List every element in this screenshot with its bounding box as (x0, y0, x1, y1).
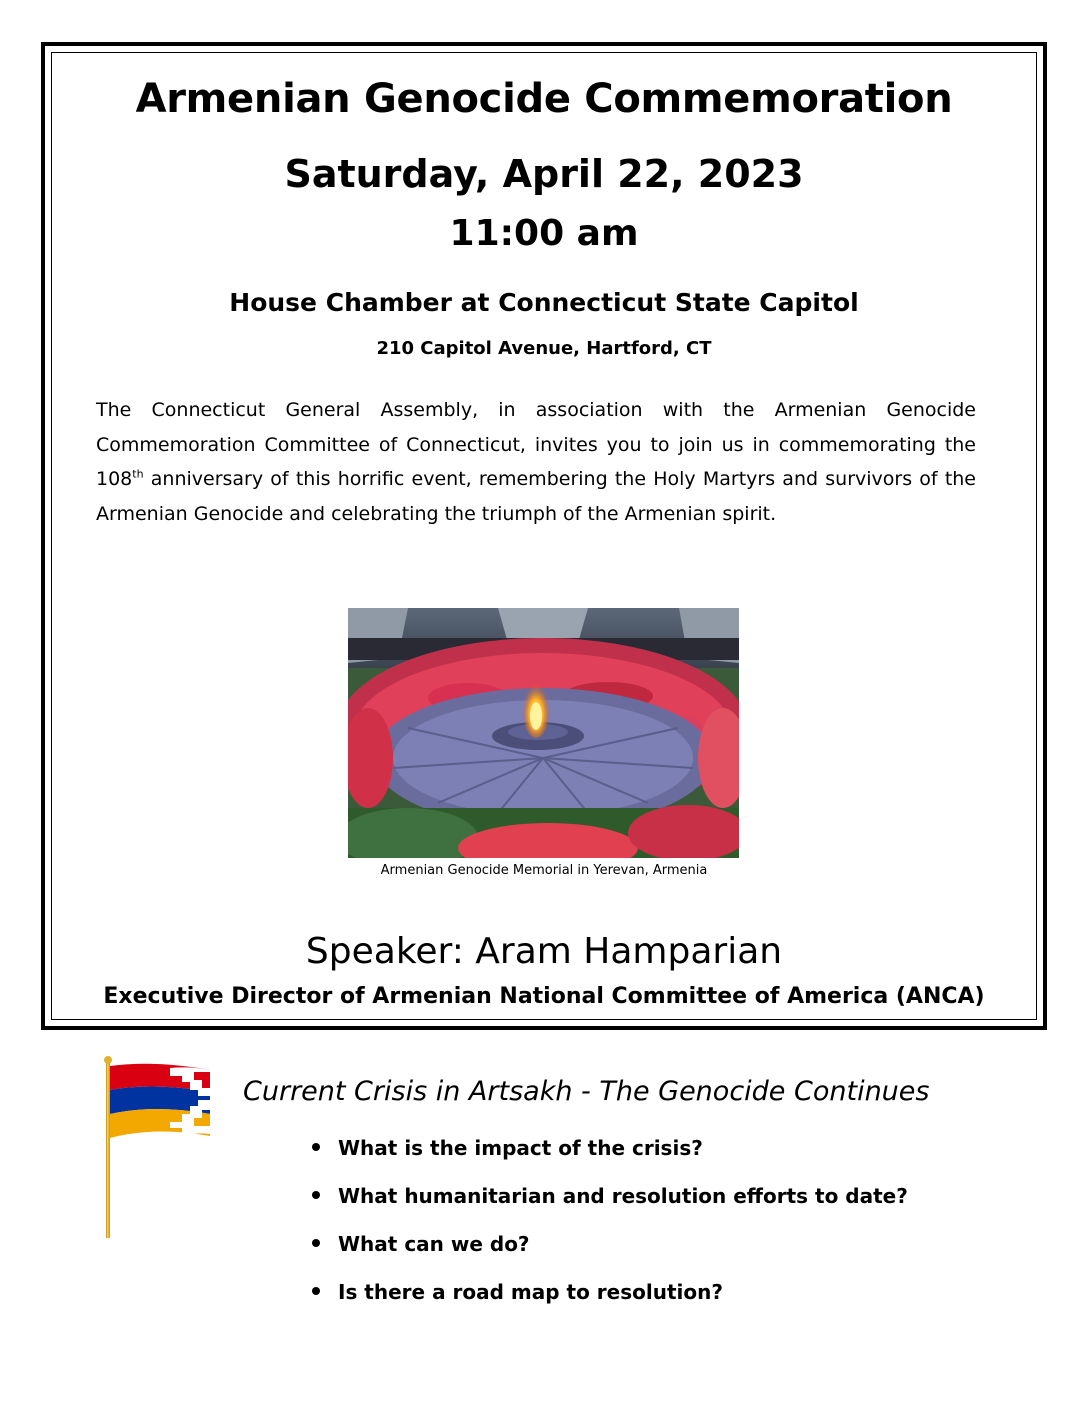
question-text: Is there a road map to resolution? (338, 1280, 723, 1304)
ordinal-suffix: th (132, 467, 144, 481)
question-list (312, 1128, 908, 1320)
list-item (312, 1176, 908, 1224)
crisis-heading: Current Crisis in Artsakh - The Genocide Continues (243, 1076, 930, 1107)
bullet-icon (312, 1143, 320, 1151)
list-item (312, 1128, 908, 1176)
speaker-role: Executive Director of Armenian National Committee of America (ANCA) (103, 984, 985, 1009)
artsakh-flag-icon (100, 1052, 220, 1242)
question-text: What humanitarian and resolution efforts to date? (338, 1184, 908, 1208)
description-part-2: anniversary of this horrific event, remembering the Holy Martyrs and survivors of the Armenian Genocide and celebrating the triumph of the Armenian spirit. (96, 468, 976, 525)
event-date: Saturday, April 22, 2023 (284, 152, 804, 196)
memorial-photo (348, 608, 739, 858)
bullet-icon (312, 1239, 320, 1247)
list-item (312, 1224, 908, 1272)
list-item (312, 1272, 908, 1320)
event-description (96, 393, 976, 531)
photo-caption: Armenian Genocide Memorial in Yerevan, Armenia (380, 863, 708, 878)
question-text: What is the impact of the crisis? (338, 1136, 703, 1160)
bullet-icon (312, 1191, 320, 1199)
speaker-name: Speaker: Aram Hamparian (305, 931, 783, 972)
description-part-1: The Connecticut General Assembly, in association with the Armenian Genocide Commemoration Committee of Connecticut, invites you to join us in commemorating the 108 (96, 399, 976, 490)
flyer-title: Armenian Genocide Commemoration (135, 76, 953, 122)
bullet-icon (312, 1287, 320, 1295)
event-time: 11:00 am (449, 213, 639, 254)
event-address: 210 Capitol Avenue, Hartford, CT (376, 338, 712, 359)
question-text: What can we do? (338, 1232, 530, 1256)
event-venue: House Chamber at Connecticut State Capitol (229, 288, 859, 317)
